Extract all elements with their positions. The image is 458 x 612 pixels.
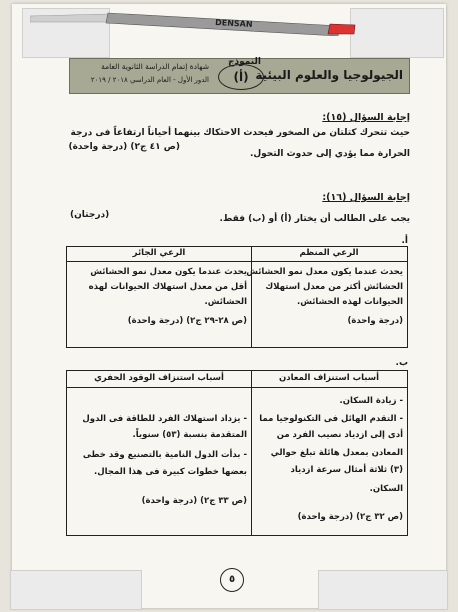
minerals-line2: - التقدم الهائل فى التكنولوجيا مما: [259, 414, 403, 424]
exam-session: الدور الأول - العام الدراسي ٢٠١٨ / ٢٠١٩: [90, 76, 209, 84]
exam-header: [69, 58, 410, 94]
fossil-mark: (ص ٣٣ ج٢) (درجة واحدة): [141, 496, 247, 506]
fossil-line2: المتقدمة بنسبة (٥٣) سنوياً.: [132, 430, 247, 440]
q15-line1: حيث تتحرك كتلتان من الصخور فيحدث الاحتكاك بينهما أحياناً ارتفاعاً فى درجة: [70, 128, 410, 138]
redacted-area-bottom-right: [318, 570, 448, 610]
overgrazing-line3: الحشائش.: [204, 297, 247, 307]
redacted-area-right: [350, 8, 444, 58]
subject-title: الجيولوجيا والعلوم البيئية: [255, 68, 403, 82]
fossil-line3: - بدأت الدول النامية بالتصنيع وقد خطى: [82, 450, 247, 460]
organized-grazing-mark: (درجة واحدة): [347, 316, 403, 326]
pen-brand: DENSAN: [214, 18, 253, 29]
certificate-name: شهادة إتمام الدراسة الثانوية العامة: [101, 62, 209, 71]
fossil-line1: - يزداد استهلاك الفرد للطاقة فى الدول: [82, 414, 247, 424]
organized-grazing-line2: الحشائش أكثر من معدل استهلاك: [265, 282, 403, 292]
pen-image: [30, 10, 360, 36]
q15-heading: إجابة السؤال (١٥):: [322, 112, 410, 123]
minerals-line4: المعادن بمعدل هائلة تبلغ حوالي: [270, 448, 403, 458]
header-overgrazing: الرعي الجائر: [132, 248, 186, 258]
q16-instruction: يجب على الطالب أن يختار (أ) أو (ب) فقط.: [219, 214, 410, 224]
minerals-line3: أدى إلى ازدياد نصيب الفرد من: [276, 430, 403, 440]
overgrazing-line1: يحدث عندما يكون معدل نمو الحشائش: [90, 267, 247, 277]
q15-reference: (ص ٤١ ج٢) (درجة واحدة): [68, 142, 180, 152]
organized-grazing-line3: الحيوانات لهذه الحشائش.: [296, 297, 403, 307]
fossil-line4: بعضها خطوات كبيرة فى هذا المجال.: [94, 467, 247, 477]
header-fossil-fuel-depletion: أسباب استنزاف الوقود الحفري: [94, 373, 224, 383]
redacted-area-bottom-left: [10, 570, 142, 610]
minerals-line6: السكان.: [369, 484, 403, 494]
overgrazing-mark: (ص ٢٨-٢٩ ج٢) (درجة واحدة): [127, 316, 247, 326]
q16-marks: (درجتان): [70, 210, 110, 220]
depletion-table: [66, 370, 408, 536]
q15-line2: الحرارة مما يؤدي إلى حدوث التحول.: [249, 149, 410, 159]
part-b-label: ب.: [395, 358, 408, 368]
organized-grazing-line1: يحدث عندما يكون معدل نمو الحشائش: [246, 267, 403, 277]
header-minerals-depletion: أسباب استنزاف المعادن: [278, 373, 380, 383]
model-number: (أ): [218, 64, 264, 90]
grazing-table: [66, 246, 408, 348]
part-a-label: أ.: [401, 236, 408, 246]
page-number: ٥: [220, 568, 244, 592]
overgrazing-line2: أقل من معدل استهلاك الحيوانات لهذه: [88, 282, 247, 292]
minerals-line5: (٣) ثلاثة أمثال سرعة ازدياد: [290, 465, 403, 475]
minerals-line1: - زيادة السكان.: [339, 396, 403, 406]
model-label: النموذج: [228, 57, 261, 67]
q16-heading: إجابة السؤال (١٦):: [322, 192, 410, 203]
minerals-mark: (ص ٣٢ ج٢) (درجة واحدة): [297, 512, 403, 522]
header-organized-grazing: الرعي المنظم: [299, 248, 359, 258]
